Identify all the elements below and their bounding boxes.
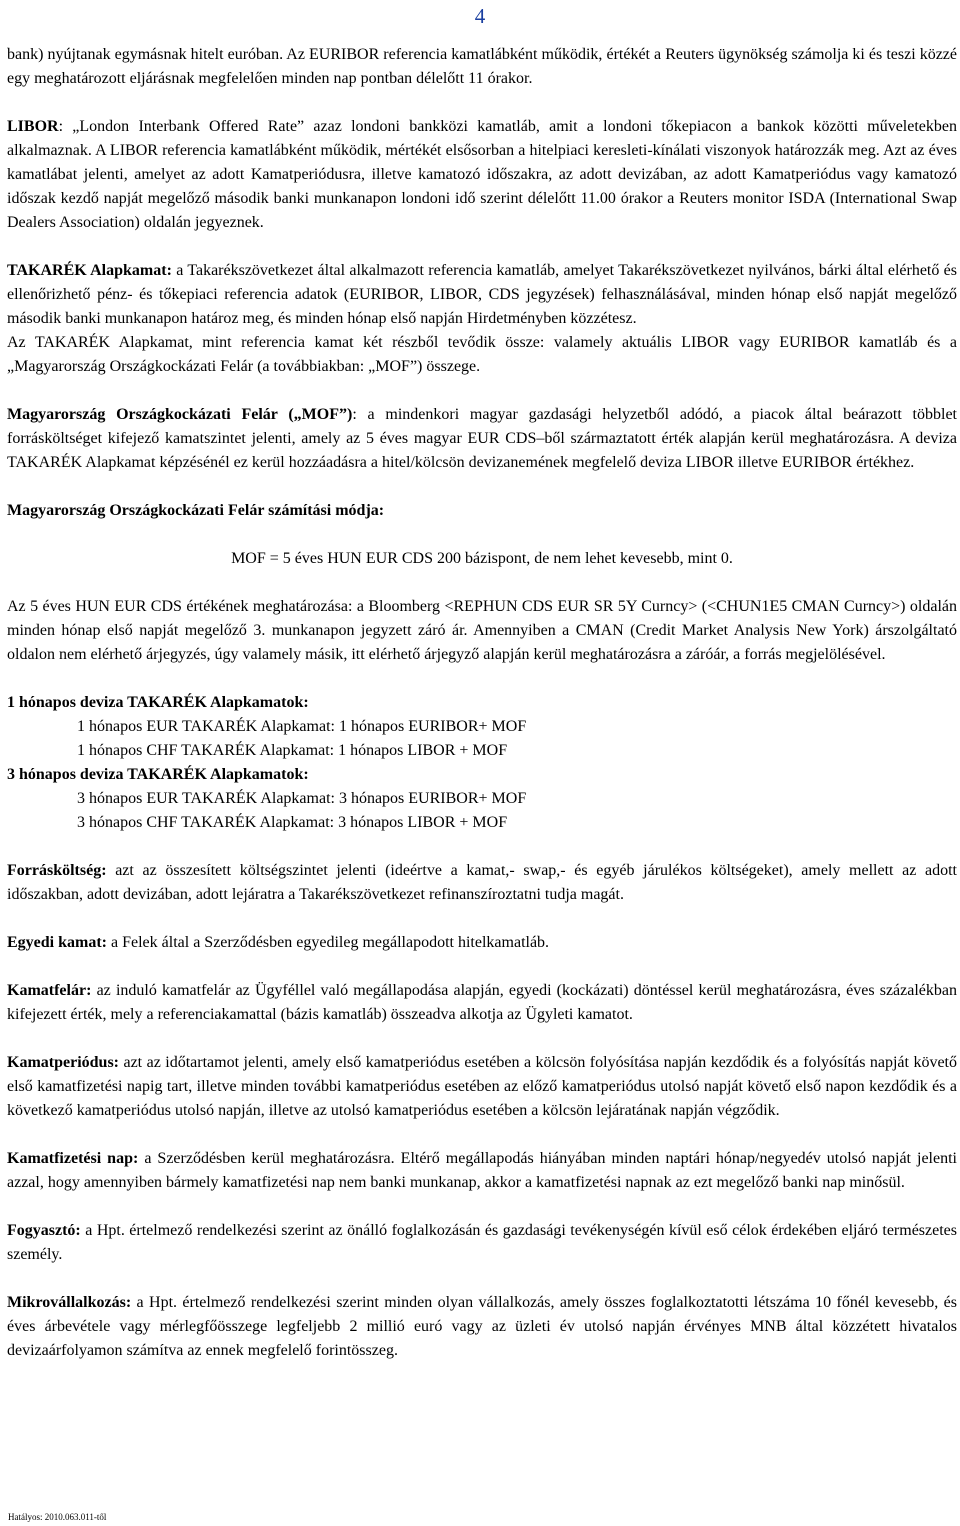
kamatfizetesi-nap-definition [7, 1147, 957, 1195]
egyedi-kamat-definition [7, 931, 957, 955]
mof-term: Magyarország Országkockázati Felár („MOF”) [7, 406, 353, 423]
kamatperiodus-term: Kamatperiódus: [7, 1054, 119, 1071]
fogyaszto-term: Fogyasztó: [7, 1222, 81, 1239]
mikrovallalkozas-term: Mikrovállalkozás: [7, 1294, 132, 1311]
rate-line-3m-chf: 3 hónapos CHF TAKARÉK Alapkamat: 3 hónapos LIBOR + MOF [77, 814, 508, 831]
intro-paragraph: bank) nyújtanak egymásnak hitelt euróban. Az EURIBOR referencia kamatlábként működik, értékét a Reuters ügynökség számolja ki és teszi közzé egy meghatározott eljárásnak megfelelően minden nap pontban délelőtt 11 órakor. [7, 46, 957, 87]
forraskoltseg-definition [7, 859, 957, 907]
rates-1m-heading: 1 hónapos deviza TAKARÉK Alapkamatok: [7, 694, 309, 711]
mof-definition [7, 403, 957, 475]
egyedi-kamat-term: Egyedi kamat: [7, 934, 107, 951]
kamatfizetesi-nap-term: Kamatfizetési nap: [7, 1150, 139, 1167]
document-body [7, 43, 957, 1363]
libor-text: : „London Interbank Offered Rate” azaz londoni bankközi kamatláb, amit a londoni tőkepiacon a bankok közötti műveletekben alkalmaznak. A LIBOR referencia kamatlábként működik, mértékét elsősorban a hitelpiaci keresleti-kínálati viszonyok határozzák meg. Azt az éves kamatlábat jelenti, amelyet az adott Kamatperiódusra, illetve kamatozó időszakra, az adott devizában, az adott Kamatperiódus vagy kamatozó időszak kezdő napját megelőző második banki munkanapon londoni idő szerint délelőtt 11.00 órakor a Reuters monitor ISDA (International Swap Dealers Association) oldalán jegyeznek. [7, 118, 957, 231]
takarek-definition [7, 259, 957, 331]
kamatfelar-term: Kamatfelár: [7, 982, 92, 999]
libor-term: LIBOR [7, 118, 59, 135]
kamatperiodus-definition [7, 1051, 957, 1123]
takarek-composition: Az TAKARÉK Alapkamat, mint referencia kamat két részből tevődik össze: valamely aktuális LIBOR vagy EURIBOR kamatláb és a „Magyarország Országkockázati Felár (a továbbiakban: „MOF”) összege. [7, 334, 957, 375]
cds-paragraph: Az 5 éves HUN EUR CDS értékének meghatározása: a Bloomberg <REPHUN CDS EUR SR 5Y Curncy> (<CHUN1E5 CMAN Curncy>) oldalán minden hónap első napját megelőző 3. munkanapon jegyzett záró ár. Amennyiben a CMAN (Credit Market Analysis New York) árszolgáltató oldalon nem elérhető árjegyzés, úgy valamely másik, itt elérhető árjegyző alapján kerül meghatározásra a záróár, a forrás megjelölésével. [7, 598, 957, 663]
mof-text: : a mindenkori magyar gazdasági helyzetből adódó, a piacok által beárazott többlet forrásköltséget kifejező kamatszintet jelenti, amely az 5 éves magyar EUR CDS–ből származtatott érték alapján kerül meghatározásra. A deviza TAKARÉK Alapkamat képzésénél ez kerül hozzáadásra a hitel/kölcsön devizanemének megfelelő deviza LIBOR illetve EURIBOR értékhez. [7, 406, 957, 471]
page-number: 4 [474, 4, 486, 28]
rate-line-1m-eur: 1 hónapos EUR TAKARÉK Alapkamat: 1 hónapos EURIBOR+ MOF [77, 718, 527, 735]
mikrovallalkozas-definition [7, 1291, 957, 1363]
takarek-text: a Takarékszövetkezet által alkalmazott referencia kamatláb, amelyet Takarékszövetkezet nyilvános, bárki által elérhető és ellenőrizhető pénz- és tőkepiaci referencia adatok (EURIBOR, LIBOR, CDS jegyzések) felhasználásával, minden hónap első napját megelőző második banki munkanapon határoz meg, és minden hónap első napján Hirdetményben közzétesz. [7, 262, 957, 327]
kamatfelar-text: az induló kamatfelár az Ügyféllel való megállapodása alapján, egyedi (kockázati) döntéssel kerül meghatározásra, éves százalékban kifejezett érték, mely a referenciakamattal (bázis kamatláb) összeadva alkotja az Ügyleti kamatot. [7, 982, 957, 1023]
fogyaszto-definition [7, 1219, 957, 1267]
kamatfizetesi-nap-text: a Szerződésben kerül meghatározásra. Eltérő megállapodás hiányában minden naptári hónap/negyedév utolsó napját jelenti azzal, hogy amennyiben bármely kamatfizetési nap nem banki munkanap, akkor a kamatfizetési napnak az ezt megelőző banki nap minősül. [7, 1150, 957, 1191]
takarek-term: TAKARÉK Alapkamat: [7, 262, 172, 279]
kamatperiodus-text: azt az időtartamot jelenti, amely első kamatperiódus esetében a kölcsön folyósítása napján kezdődik és a folyósítás napját követő első kamatfizetési napig tart, illetve minden további kamatperiódus esetében az előző kamatperiódus utolsó napját követő első napon kezdődik és a következő kamatperiódus utolsó napján, illetve az utolsó kamatperiódus esetében a kölcsön lejáratának napján végződik. [7, 1054, 957, 1119]
rate-line-3m-eur: 3 hónapos EUR TAKARÉK Alapkamat: 3 hónapos EURIBOR+ MOF [77, 790, 527, 807]
kamatfelar-definition [7, 979, 957, 1027]
egyedi-kamat-text: a Felek által a Szerződésben egyedileg megállapodott hitelkamatláb. [107, 934, 550, 951]
footer-effective-date: Hatályos: 2010.063.011-től [8, 1512, 107, 1522]
libor-definition [7, 115, 957, 235]
mof-formula: MOF = 5 éves HUN EUR CDS 200 bázispont, de nem lehet kevesebb, mint 0. [231, 550, 733, 567]
rates-3m-heading: 3 hónapos deviza TAKARÉK Alapkamatok: [7, 766, 309, 783]
mof-calc-heading: Magyarország Országkockázati Felár számítási módja: [7, 502, 385, 519]
mikrovallalkozas-text: a Hpt. értelmező rendelkezési szerint minden olyan vállalkozás, amely összes foglalkoztatotti létszáma 10 főnél kevesebb, és éves árbevétele vagy mérlegfőösszege legfeljebb 2 millió euró vagy az üzleti év utolsó napján érvényes MNB által közzétett hivatalos devizaárfolyamon számítva az ennek megfelelő forintösszeg. [7, 1294, 957, 1359]
rate-line-1m-chf: 1 hónapos CHF TAKARÉK Alapkamat: 1 hónapos LIBOR + MOF [77, 742, 508, 759]
forraskoltseg-term: Forrásköltség: [7, 862, 107, 879]
forraskoltseg-text: azt az összesített költségszintet jelenti (ideértve a kamat,- swap,- és egyéb járulékos költségeket), amely mellett az adott időszakban, adott devizában, adott lejáratra a Takarékszövetkezet refinanszíroztatni tudja magát. [7, 862, 957, 903]
fogyaszto-text: a Hpt. értelmező rendelkezési szerint az önálló foglalkozásán és gazdasági tevékenységén kívül eső célok érdekében eljáró természetes személy. [7, 1222, 957, 1263]
